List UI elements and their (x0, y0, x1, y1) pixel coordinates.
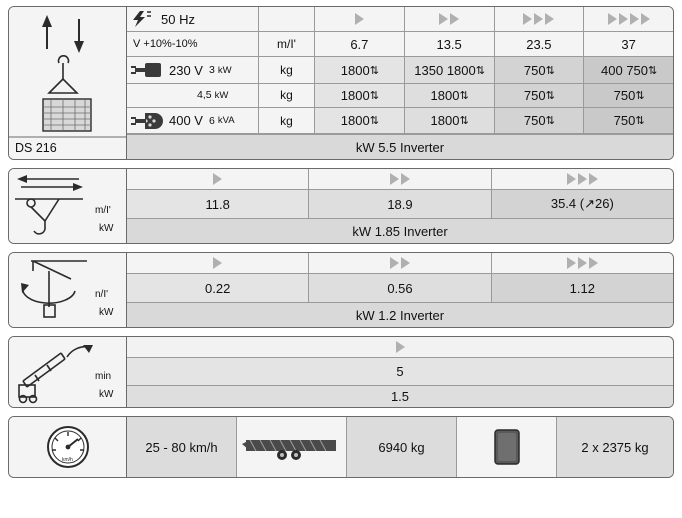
load-value: 750 (613, 87, 636, 103)
power-unit-1: kW (217, 64, 232, 76)
load-value: 1800 (430, 113, 460, 128)
panel1-speed-row (127, 32, 673, 57)
panel2-illustration (9, 169, 127, 243)
panel2-value-row (127, 190, 673, 219)
panel4-power-value: 1.5 (127, 386, 673, 407)
panel-transport (8, 416, 674, 478)
load-value: 1350 1800 (414, 62, 476, 78)
load-2-1: 1800 ⇅ (315, 84, 405, 107)
panel4-unit-power-label: kW (99, 389, 114, 400)
panel2-table (127, 169, 673, 243)
speed-step-1-icon (127, 169, 309, 189)
load-value: 1800 (430, 87, 460, 103)
speed-step-3-icon (492, 169, 673, 189)
power-45-cell (127, 84, 259, 107)
speed-value-4: 37 (584, 32, 673, 56)
erection-diagram-icon (9, 337, 127, 405)
speed-value-2: 13.5 (405, 32, 495, 56)
load-value: 1800 (340, 62, 370, 78)
slewing-diagram-icon (9, 253, 127, 325)
power-kw-2: 4,5 (197, 89, 212, 102)
lightning-icon (131, 9, 153, 29)
outrigger-pad-icon (490, 426, 524, 468)
load-value: 750 (523, 62, 546, 78)
power-unit-3: kVA (217, 115, 235, 126)
mass-unit-3: kg (259, 108, 315, 133)
speed-unit-label: m/I' (259, 32, 315, 56)
panel-main-winch (8, 6, 674, 160)
panel3-header-row (127, 253, 673, 274)
panel1-table (127, 7, 673, 159)
panel4-illustration (9, 337, 127, 407)
table-row (127, 84, 673, 108)
panel1-footer: kW 5.5 Inverter (127, 134, 673, 159)
load-1-3: 750 ⇅ (495, 57, 585, 83)
speedometer-cell (9, 417, 127, 477)
load-2-3: 750 ⇅ (495, 84, 585, 107)
speed-value-3: 23.5 (495, 32, 585, 56)
panel2-unit-power-label: kW (99, 223, 114, 234)
axle-pad-cell (457, 417, 557, 477)
model-label: DS 216 (15, 141, 57, 155)
voltage-tolerance-cell (127, 32, 259, 56)
panel3-unit-power-label: kW (99, 307, 114, 318)
load-1-4: 400 750 ⇅ (584, 57, 673, 83)
speedometer-icon (40, 422, 96, 472)
panel-erection (8, 336, 674, 408)
panel3-value-3: 1.12 (492, 274, 673, 302)
table-row (127, 108, 673, 134)
mass-unit-1: kg (259, 57, 315, 83)
load-value: 750 (523, 113, 546, 128)
panel4-header-row (127, 337, 673, 358)
power-kva-3: 6 (208, 114, 215, 127)
load-1-2: 1350 1800 ⇅ (405, 57, 495, 83)
load-2-2: 1800 ⇅ (405, 84, 495, 107)
speed-step-1-icon (315, 7, 405, 31)
panel3-value-2: 0.56 (309, 274, 491, 302)
panel-trolley (8, 168, 674, 244)
panel4-table (127, 337, 673, 407)
panel-slewing (8, 252, 674, 328)
mass-unit-2: kg (259, 84, 315, 107)
speed-unit-label: km/h (61, 457, 73, 463)
panel1-header-row (127, 7, 673, 32)
trailer-cell (237, 417, 347, 477)
panel3-table (127, 253, 673, 327)
power-unit-2: kW (214, 89, 229, 101)
total-weight-value: 6940 kg (347, 417, 457, 477)
frequency-value: 50 Hz (161, 11, 195, 27)
plug-icon (131, 60, 165, 80)
speed-value-1: 6.7 (315, 32, 405, 56)
speed-step-1-icon (127, 253, 309, 273)
panel3-illustration (9, 253, 127, 327)
panel4-power-row (127, 386, 673, 407)
speed-step-4-icon (584, 7, 673, 31)
load-value: 750 (613, 113, 636, 128)
panel2-value-3: 35.4 (↗26) (492, 190, 673, 218)
load-3-4: 750 ⇅ (584, 108, 673, 133)
trolley-diagram-icon (9, 169, 127, 241)
panel4-time-value: 5 (127, 358, 673, 385)
panel2-header-row (127, 169, 673, 190)
panel2-footer: kW 1.85 Inverter (127, 219, 673, 243)
frequency-cell (127, 7, 259, 31)
voltage-tolerance-value: V +10%-10% (133, 38, 198, 51)
panel2-unit-speed-label: m/I' (95, 205, 111, 216)
plug-3phase-icon (131, 111, 165, 131)
panel3-footer: kW 1.2 Inverter (127, 303, 673, 327)
load-value: 1800 (340, 113, 370, 128)
panel1-illustration (9, 7, 127, 159)
trailer-icon (242, 430, 342, 464)
load-3-3: 750 ⇅ (495, 108, 585, 133)
plug-230v-cell (127, 57, 259, 83)
panel4-unit-time-label: min (95, 371, 112, 382)
speed-step-2-icon (405, 7, 495, 31)
power-kw-1: 3 (208, 64, 215, 76)
speed-step-2-icon (309, 253, 491, 273)
hoist-diagram-icon (9, 7, 127, 157)
panel3-value-row (127, 274, 673, 303)
load-value: 750 (523, 87, 546, 103)
panel3-unit-speed-label: n/I' (95, 289, 109, 300)
speed-range-value: 25 - 80 km/h (127, 417, 237, 477)
plug-400v-cell (127, 108, 259, 133)
speed-step-2-icon (309, 169, 491, 189)
load-value: 400 750 (601, 62, 649, 78)
load-3-1: 1800 ⇅ (315, 108, 405, 133)
speed-step-3-icon (495, 7, 585, 31)
load-3-2: 1800 ⇅ (405, 108, 495, 133)
voltage-400: 400 V (169, 113, 203, 128)
voltage-230: 230 V (169, 62, 203, 78)
load-value: 1800 (340, 87, 370, 103)
panel3-value-1: 0.22 (127, 274, 309, 302)
speed-step-3-icon (492, 253, 673, 273)
panel2-value-2: 18.9 (309, 190, 491, 218)
load-2-4: 750 ⇅ (584, 84, 673, 107)
load-1-1: 1800 ⇅ (315, 57, 405, 83)
axle-weight-value: 2 x 2375 kg (557, 417, 673, 477)
table-row (127, 57, 673, 84)
unit-blank (259, 7, 315, 31)
panel4-time-row (127, 358, 673, 386)
panel2-value-1: 11.8 (127, 190, 309, 218)
